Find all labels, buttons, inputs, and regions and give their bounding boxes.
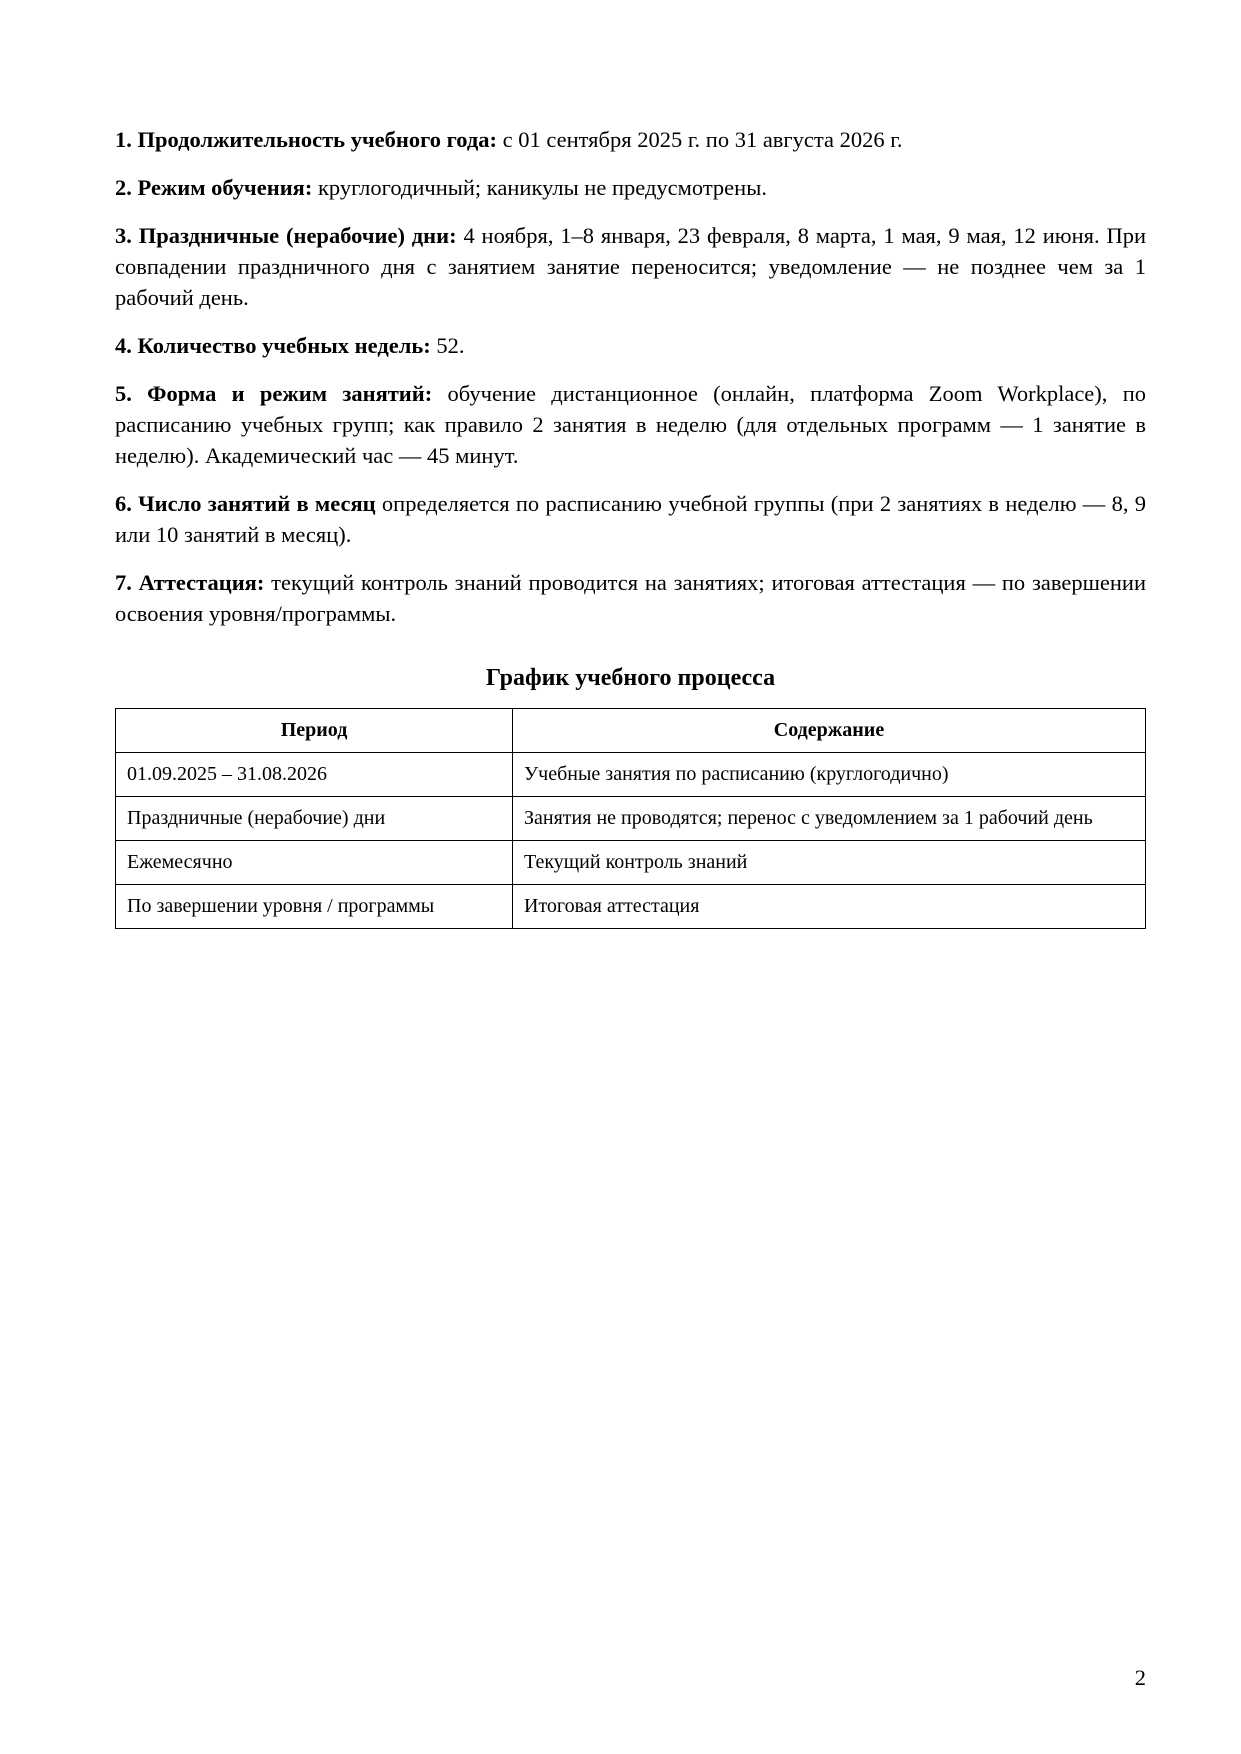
page-content [115,124,1146,929]
paragraph-label: 3. Праздничные (нерабочие) дни: [115,223,457,248]
paragraph-label: 4. Количество учебных недель: [115,333,431,358]
paragraph-text: 4 ноября, 1–8 января, 23 февраля, 8 марта, 1 мая, 9 мая, 12 июня. При совпадении праздничного дня с занятием занятие переносится; уведомление — не позднее чем за 1 рабочий день. [115,223,1146,310]
paragraph-weeks-count [115,330,1146,361]
paragraph-text: 52. [430,333,465,358]
paragraph-text: обучение дистанционное (онлайн, платформа Zoom Workplace), по расписанию учебных групп; как правило 2 занятия в неделю (для отдельных программ — 1 занятие в неделю). Академический час — 45 минут. [115,381,1147,468]
table-row [116,841,1146,885]
paragraph-attestation [115,567,1146,629]
table-header-row [116,709,1146,753]
paragraph-holidays [115,220,1146,313]
paragraph-text: с 01 сентября 2025 г. по 31 августа 2026 г. [497,127,903,152]
paragraph-academic-year [115,124,1146,155]
table-row [116,753,1146,797]
header-period: Период [116,709,513,753]
paragraph-text: круглогодичный; каникулы не предусмотрены. [312,175,767,200]
page-number: 2 [1134,1665,1146,1690]
schedule-title: График учебного процесса [485,665,776,691]
paragraph-text: определяется по расписанию учебной группы (при 2 занятиях в неделю — 8, 9 или 10 занятий в месяц). [115,491,1147,547]
table-row [116,797,1146,841]
table-row [116,885,1146,929]
schedule-table [115,708,1146,929]
paragraph-class-format [115,378,1146,471]
paragraph-study-mode [115,172,1146,203]
paragraph-label: 1. Продолжительность учебного года: [115,127,497,152]
cell-content: Итоговая аттестация [513,885,1146,929]
cell-period: По завершении уровня / программы [116,885,513,929]
header-content: Содержание [513,709,1146,753]
cell-content: Занятия не проводятся; перенос с уведомлением за 1 рабочий день [513,797,1146,841]
cell-period: Праздничные (нерабочие) дни [116,797,513,841]
paragraph-text: текущий контроль знаний проводится на занятиях; итоговая аттестация — по завершении освоения уровня/программы. [115,570,1146,626]
cell-content: Учебные занятия по расписанию (круглогодично) [513,753,1146,797]
paragraph-label: 2. Режим обучения: [115,175,313,200]
paragraph-label: 7. Аттестация: [115,570,265,595]
cell-content: Текущий контроль знаний [513,841,1146,885]
cell-period: 01.09.2025 – 31.08.2026 [116,753,513,797]
cell-period: Ежемесячно [116,841,513,885]
paragraph-label: 6. Число занятий в месяц [115,491,376,516]
paragraph-classes-per-month [115,488,1146,550]
paragraph-label: 5. Форма и режим занятий: [115,381,433,406]
